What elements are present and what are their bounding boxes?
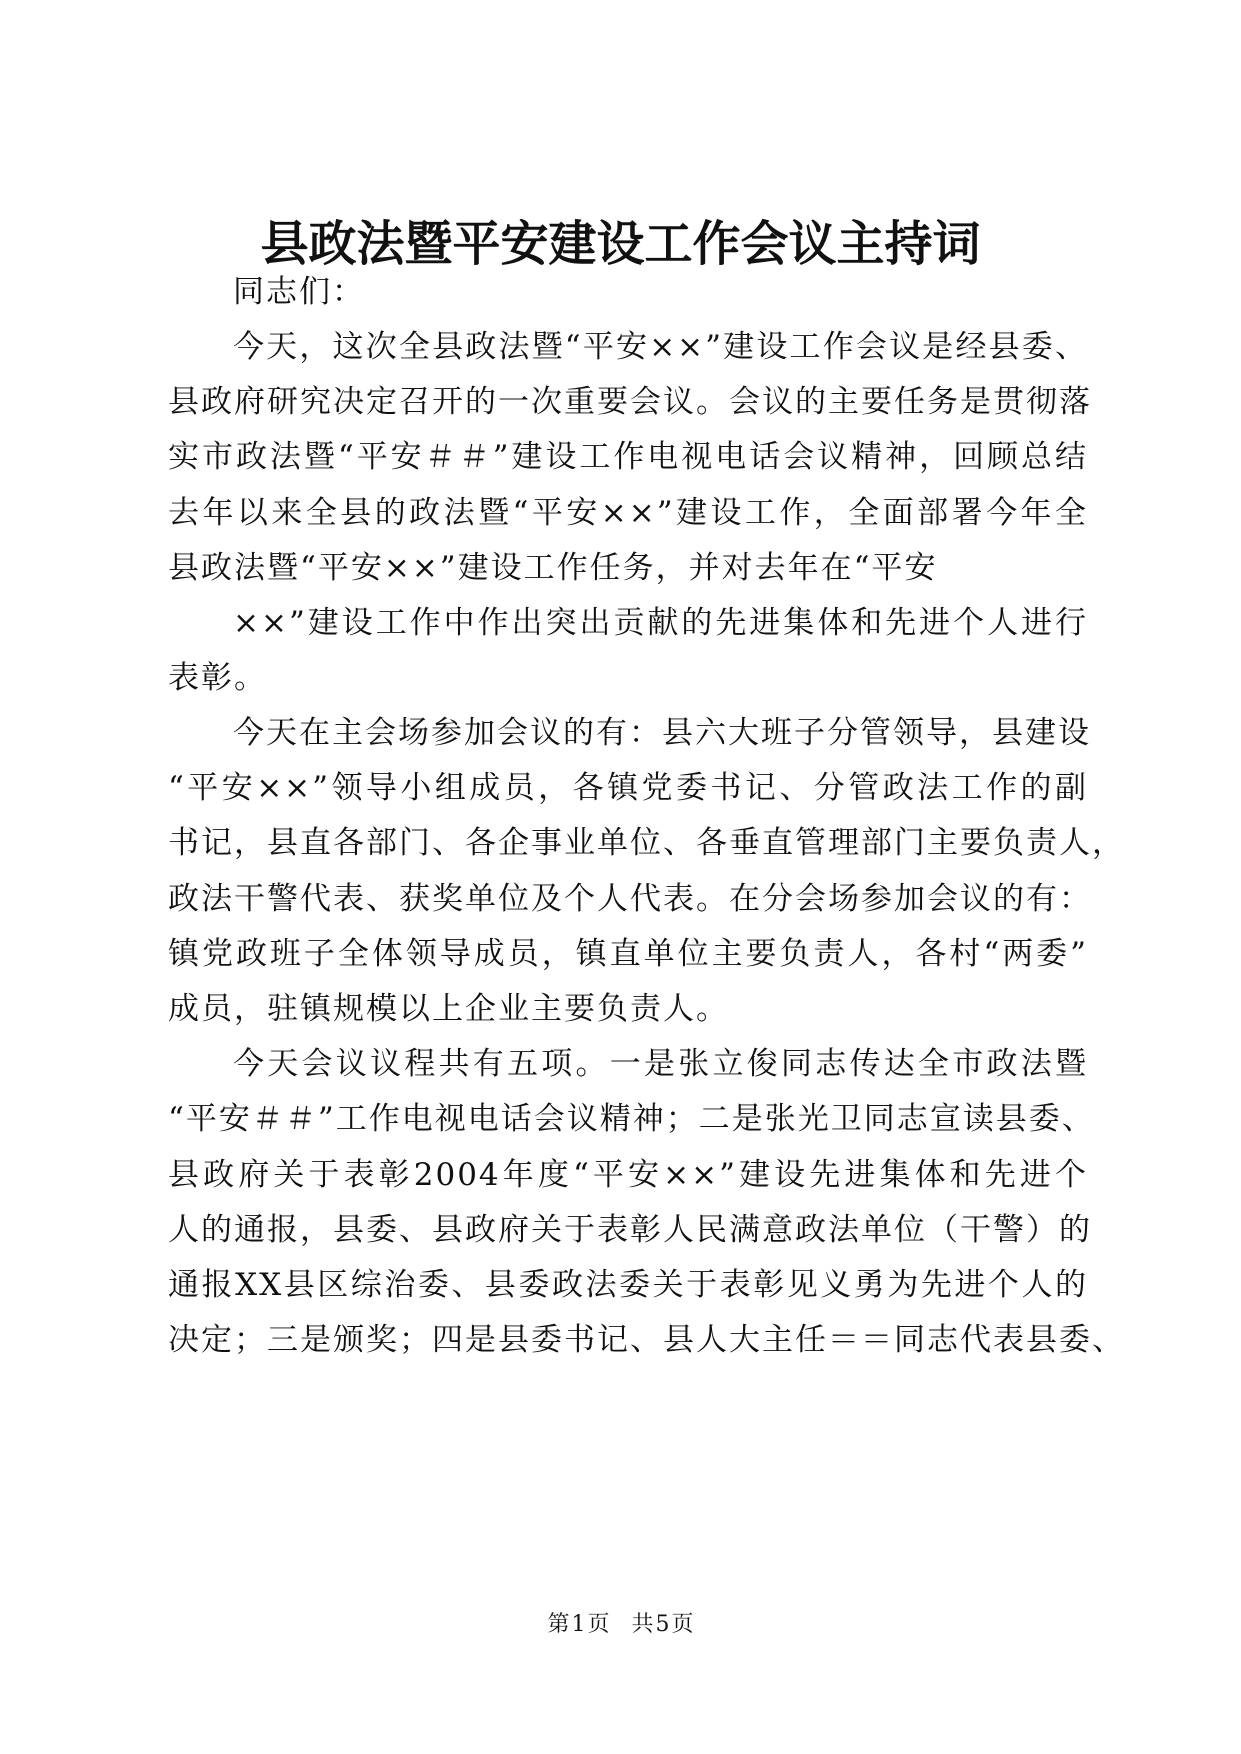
paragraph-line: 今天会议议程共有五项。一是张立俊同志传达全市政法暨 bbox=[233, 1046, 1088, 1082]
paragraph-line: 县政法暨“平安××”建设工作任务，并对去年在“平安 bbox=[168, 550, 938, 586]
paragraph-line: 实市政法暨“平安＃＃”建设工作电视电话会议精神，回顾总结 bbox=[168, 439, 1088, 475]
paragraph-line: 政法干警代表、获奖单位及个人代表。在分会场参加会议的有： bbox=[168, 881, 1092, 917]
total-prefix: 共 bbox=[631, 1612, 654, 1637]
total-suffix: 页 bbox=[671, 1612, 694, 1637]
paragraph-line: 人的通报，县委、县政府关于表彰人民满意政法单位（干警）的 bbox=[168, 1212, 1092, 1248]
paragraph-line: “平安××”领导小组成员，各镇党委书记、分管政法工作的副 bbox=[168, 770, 1088, 806]
paragraph-line: 书记，县直各部门、各企事业单位、各垂直管理部门主要负责人， bbox=[168, 825, 1125, 861]
paragraph-line: 今天，这次全县政法暨“平安××”建设工作会议是经县委、 bbox=[233, 329, 1088, 365]
paragraph-line: 通报XX县区综治委、县委政法委关于表彰见义勇为先进个人的 bbox=[168, 1267, 1088, 1303]
paragraph-line: 县政府关于表彰2004年度“平安××”建设先进集体和先进个 bbox=[168, 1157, 1088, 1193]
paragraph-line: 成员，驻镇规模以上企业主要负责人。 bbox=[168, 991, 729, 1027]
paragraph-line: 表彰。 bbox=[168, 660, 267, 696]
document-title: 县政法暨平安建设工作会议主持词 bbox=[260, 216, 981, 272]
paragraph-line: 决定；三是颁奖；四是县委书记、县人大主任＝＝同志代表县委、 bbox=[168, 1322, 1125, 1358]
page-label-prefix: 第 bbox=[547, 1612, 570, 1637]
page-number: 1 bbox=[571, 1612, 586, 1637]
page-label-suffix: 页 bbox=[587, 1612, 610, 1637]
paragraph-line: 县政府研究决定召开的一次重要会议。会议的主要任务是贯彻落 bbox=[168, 384, 1092, 420]
paragraph-line: 今天在主会场参加会议的有：县六大班子分管领导，县建设 bbox=[233, 715, 1091, 751]
salutation-line: 同志们： bbox=[233, 274, 365, 310]
paragraph-line: 去年以来全县的政法暨“平安××”建设工作，全面部署今年全 bbox=[168, 495, 1088, 531]
paragraph-line: ××”建设工作中作出突出贡献的先进集体和先进个人进行 bbox=[233, 605, 1088, 641]
paragraph-line: “平安＃＃”工作电视电话会议精神；二是张光卫同志宣读县委、 bbox=[168, 1101, 1095, 1137]
paragraph-line: 镇党政班子全体领导成员，镇直单位主要负责人，各村“两委” bbox=[168, 936, 1088, 972]
total-pages: 5 bbox=[655, 1612, 670, 1637]
page-footer bbox=[0, 1610, 1241, 1640]
